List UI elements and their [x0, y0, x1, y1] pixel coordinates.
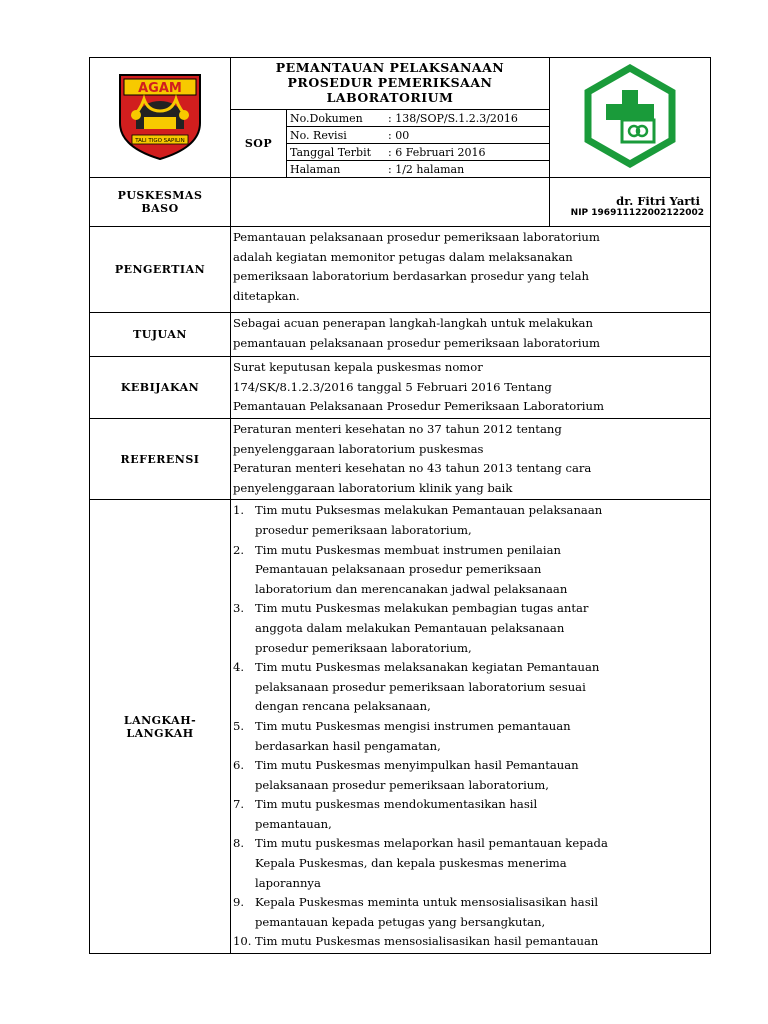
- sop-label: SOP: [231, 110, 287, 178]
- section-body-pengertian: Pemantauan pelaksanaan prosedur pemeriksaan laboratorium adalah kegiatan memonitor petugas dalam melaksanakan pemeriksaan laboratorium berdasarkan prosedur yang telah ditetapkan.: [231, 227, 711, 313]
- section-body-referensi: Peraturan menteri kesehatan no 37 tahun 2012 tentang penyelenggaraan laboratorium puskesmas Peraturan menteri kesehatan no 43 tahun 2013 tentang cara penyelenggaraan laboratorium klinik yang baik: [231, 419, 711, 500]
- blank-signature-area: [231, 178, 550, 227]
- list-item: 7. Tim mutu puskesmas mendokumentasikan hasil pemantauan,: [233, 797, 538, 831]
- organization-name: PUSKESMAS BASO: [90, 178, 231, 227]
- title-line: LABORATORIUM: [326, 90, 454, 105]
- title-line: PROSEDUR PEMERIKSAAN: [287, 75, 493, 90]
- meta-no-dokumen: No.Dokumen : 138/SOP/S.1.2.3/2016: [287, 110, 550, 127]
- document-title: [231, 58, 550, 110]
- signer-name: dr. Fitri Yarti: [616, 194, 701, 208]
- list-item: 4. Tim mutu Puskesmas melaksanakan kegiatan Pemantauan pelaksanaan prosedur pemeriksaan laboratorium sesuai dengan rencana pelaksanaan,: [233, 660, 600, 714]
- agam-logo-cell: [90, 58, 231, 178]
- logo-motto: TALI TIGO SAPILIN: [135, 137, 185, 144]
- section-label-tujuan: TUJUAN: [90, 313, 231, 357]
- signer-nip: NIP 196911122002122002: [570, 208, 705, 218]
- list-item: 9. Kepala Puskesmas meminta untuk mensosialisasikan hasil pemantauan kepada petugas yang bersangkutan,: [233, 895, 599, 929]
- list-item: 6. Tim mutu Puskesmas menyimpulkan hasil Pemantauan pelaksanaan prosedur pemeriksaan laboratorium,: [233, 758, 579, 792]
- logo-text: AGAM: [138, 80, 182, 96]
- agam-regency-logo: [114, 71, 206, 161]
- section-label-kebijakan: KEBIJAKAN: [90, 357, 231, 419]
- section-label-langkah: LANGKAH- LANGKAH: [90, 500, 231, 954]
- meta-tanggal-terbit: Tanggal Terbit : 6 Februari 2016: [287, 144, 550, 161]
- meta-halaman: Halaman : 1/2 halaman: [287, 161, 550, 178]
- list-item: 10. Tim mutu Puskesmas mensosialisasikan hasil pemantauan: [233, 934, 599, 949]
- list-item: 1. Tim mutu Puksesmas melakukan Pemantauan pelaksanaan prosedur pemeriksaan laboratorium,: [233, 503, 603, 537]
- section-label-referensi: REFERENSI: [90, 419, 231, 500]
- list-item: 2. Tim mutu Puskesmas membuat instrumen penilaian Pemantauan pelaksanaan prosedur pemeriksaan laboratorium dan merencanakan jadwal pelaksanaan: [233, 542, 568, 596]
- sop-table: [89, 57, 711, 954]
- section-body-tujuan: Sebagai acuan penerapan langkah-langkah untuk melakukan pemantauan pelaksanaan prosedur pemeriksaan laboratorium: [231, 313, 711, 357]
- list-item: 8. Tim mutu puskesmas melaporkan hasil pemantauan kepada Kepala Puskesmas, dan kepala puskesmas menerima laporannya: [233, 836, 608, 890]
- list-item: 3. Tim mutu Puskesmas melakukan pembagian tugas antar anggota dalam melakukan Pemantauan pelaksanaan prosedur pemeriksaan laboratorium,: [233, 601, 589, 655]
- puskesmas-logo-cell: [550, 58, 711, 178]
- section-body-kebijakan: Surat keputusan kepala puskesmas nomor 174/SK/8.1.2.3/2016 tanggal 5 Februari 2016 Tentang Pemantauan Pelaksanaan Prosedur Pemeriksaan Laboratorium: [231, 357, 711, 419]
- signature-block: [550, 178, 711, 227]
- list-item: 5. Tim mutu Puskesmas mengisi instrumen pemantauan berdasarkan hasil pengamatan,: [233, 718, 571, 753]
- section-body-langkah: [231, 500, 711, 954]
- title-line: PEMANTAUAN PELAKSANAAN: [275, 60, 505, 75]
- section-label-pengertian: PENGERTIAN: [90, 227, 231, 313]
- puskesmas-emblem: [578, 64, 682, 168]
- meta-no-revisi: No. Revisi : 00: [287, 127, 550, 144]
